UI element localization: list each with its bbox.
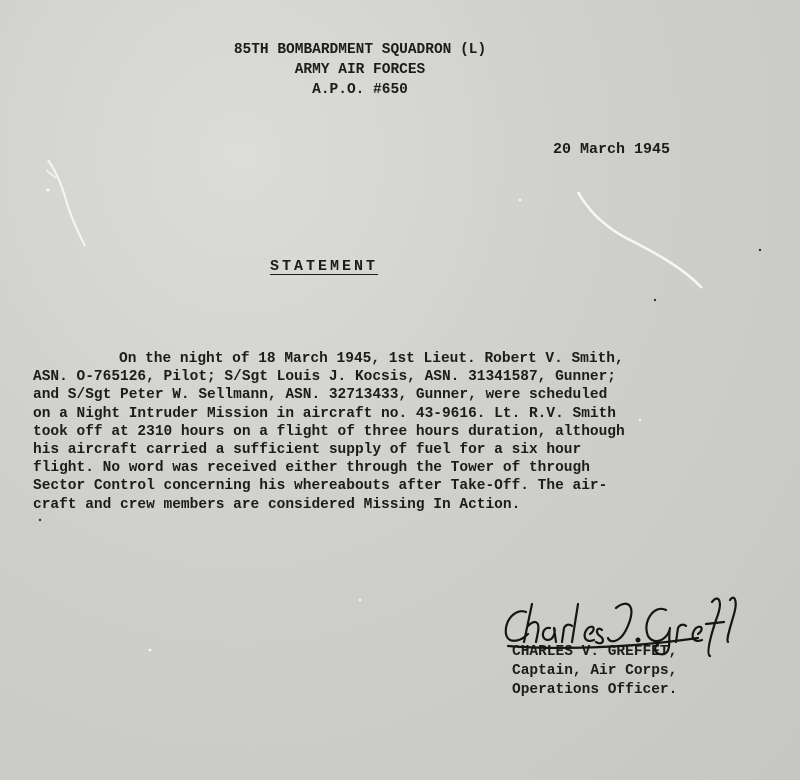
body-line: on a Night Intruder Mission in aircraft no. 43-9616. Lt. R.V. Smith <box>33 405 616 422</box>
document-date: 20 March 1945 <box>553 141 671 158</box>
signatory-name: CHARLES V. GREFFET, <box>512 644 678 660</box>
body-line: his aircraft carried a sufficient supply of fuel for a six hour <box>33 442 582 459</box>
handwritten-signature <box>498 590 738 660</box>
body-line: ASN. O-765126, Pilot; S/Sgt Louis J. Kocsis, ASN. 31341587, Gunner; <box>33 369 616 386</box>
signatory-role: Operations Officer. <box>512 682 678 698</box>
body-line: craft and crew members are considered Missing In Action. <box>33 496 521 513</box>
body-line: Sector Control concerning his whereabouts after Take-Off. The air- <box>33 478 608 495</box>
body-line: flight. No word was received either through the Tower of through <box>33 460 590 477</box>
letterhead-apo: A.P.O. #650 <box>312 82 408 98</box>
body-line: On the night of 18 March 1945, 1st Lieut. Robert V. Smith, <box>119 351 624 367</box>
signatory-rank: Captain, Air Corps, <box>512 663 678 679</box>
statement-body <box>33 350 713 514</box>
document-title: STATEMENT <box>270 258 379 275</box>
body-line: took off at 2310 hours on a flight of three hours duration, although <box>33 423 625 440</box>
body-line: and S/Sgt Peter W. Sellmann, ASN. 32713433, Gunner, were scheduled <box>33 387 608 404</box>
letterhead <box>200 40 520 100</box>
letterhead-branch: ARMY AIR FORCES <box>294 62 426 78</box>
letterhead-unit: 85TH BOMBARDMENT SQUADRON (L) <box>233 42 487 58</box>
